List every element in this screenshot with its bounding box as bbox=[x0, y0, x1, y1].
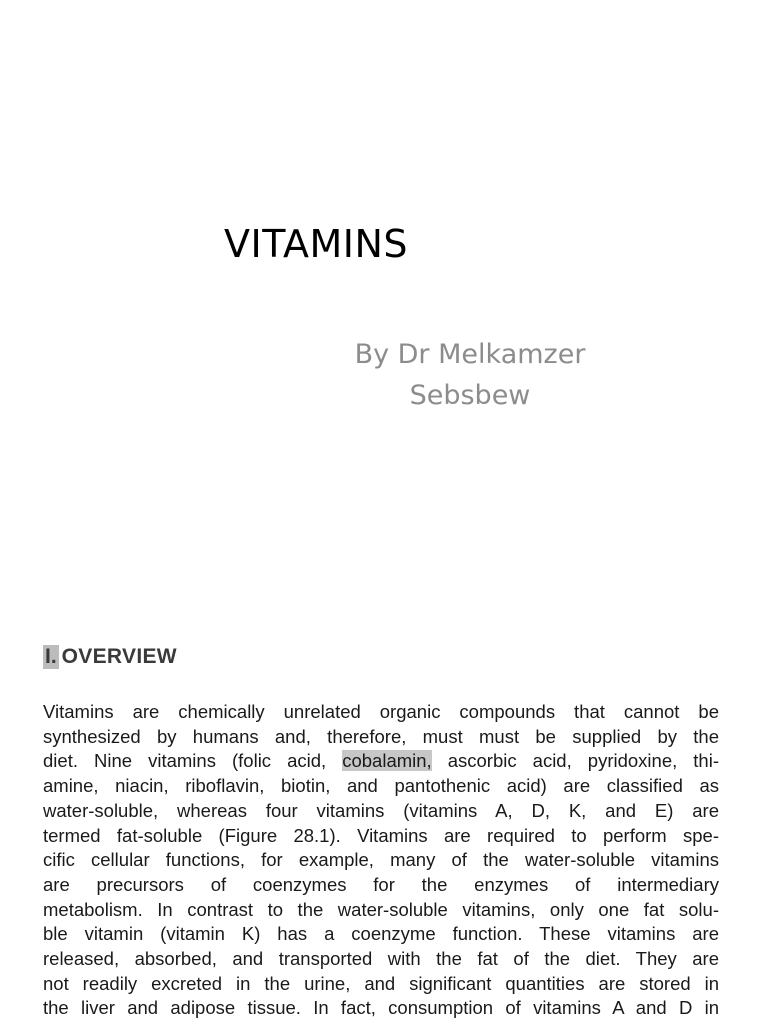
paragraph-line: amine, niacin, riboflavin, biotin, and pantothenic acid) are classified as bbox=[43, 775, 719, 797]
slide-subtitle bbox=[340, 334, 600, 416]
paragraph-line: synthesized by humans and, therefore, must must be supplied by the bbox=[43, 725, 719, 747]
paragraph-line: diet. Nine vitamins (folic acid, cobalamin, ascorbic acid, pyridoxine, thi- bbox=[43, 750, 719, 772]
overview-excerpt-image bbox=[43, 642, 719, 1024]
section-heading: OVERVIEW bbox=[61, 645, 177, 668]
paragraph-line: not readily excreted in the urine, and significant quantities are stored in bbox=[43, 972, 719, 994]
paragraph-line: are precursors of coenzymes for the enzymes of intermediary bbox=[43, 873, 719, 895]
subtitle-line-1: By Dr Melkamzer bbox=[354, 339, 586, 370]
paragraph-line: Vitamins are chemically unrelated organic compounds that cannot be bbox=[43, 701, 719, 722]
paragraph-line: released, absorbed, and transported with the fat of the diet. They are bbox=[43, 948, 719, 970]
paragraph-line: ble vitamin (vitamin K) has a coenzyme function. These vitamins are bbox=[43, 923, 719, 945]
paragraph-line: cific cellular functions, for example, many of the water-soluble vitamins bbox=[43, 849, 719, 871]
slide-title: VITAMINS bbox=[224, 222, 408, 266]
section-number: I. bbox=[45, 645, 57, 668]
paragraph-line: metabolism. In contrast to the water-soluble vitamins, only one fat solu- bbox=[43, 898, 719, 920]
paragraph-line: termed fat-soluble (Figure 28.1). Vitamins are required to perform spe- bbox=[43, 824, 719, 846]
overview-paragraph bbox=[43, 700, 719, 1021]
overview-heading bbox=[43, 642, 719, 672]
paragraph-line: the liver and adipose tissue. In fact, consumption of vitamins A and D in bbox=[43, 997, 719, 1019]
paragraph-line: water-soluble, whereas four vitamins (vitamins A, D, K, and E) are bbox=[43, 799, 719, 821]
subtitle-line-2: Sebsbew bbox=[409, 380, 531, 411]
highlighted-term: cobalamin, bbox=[342, 750, 432, 772]
